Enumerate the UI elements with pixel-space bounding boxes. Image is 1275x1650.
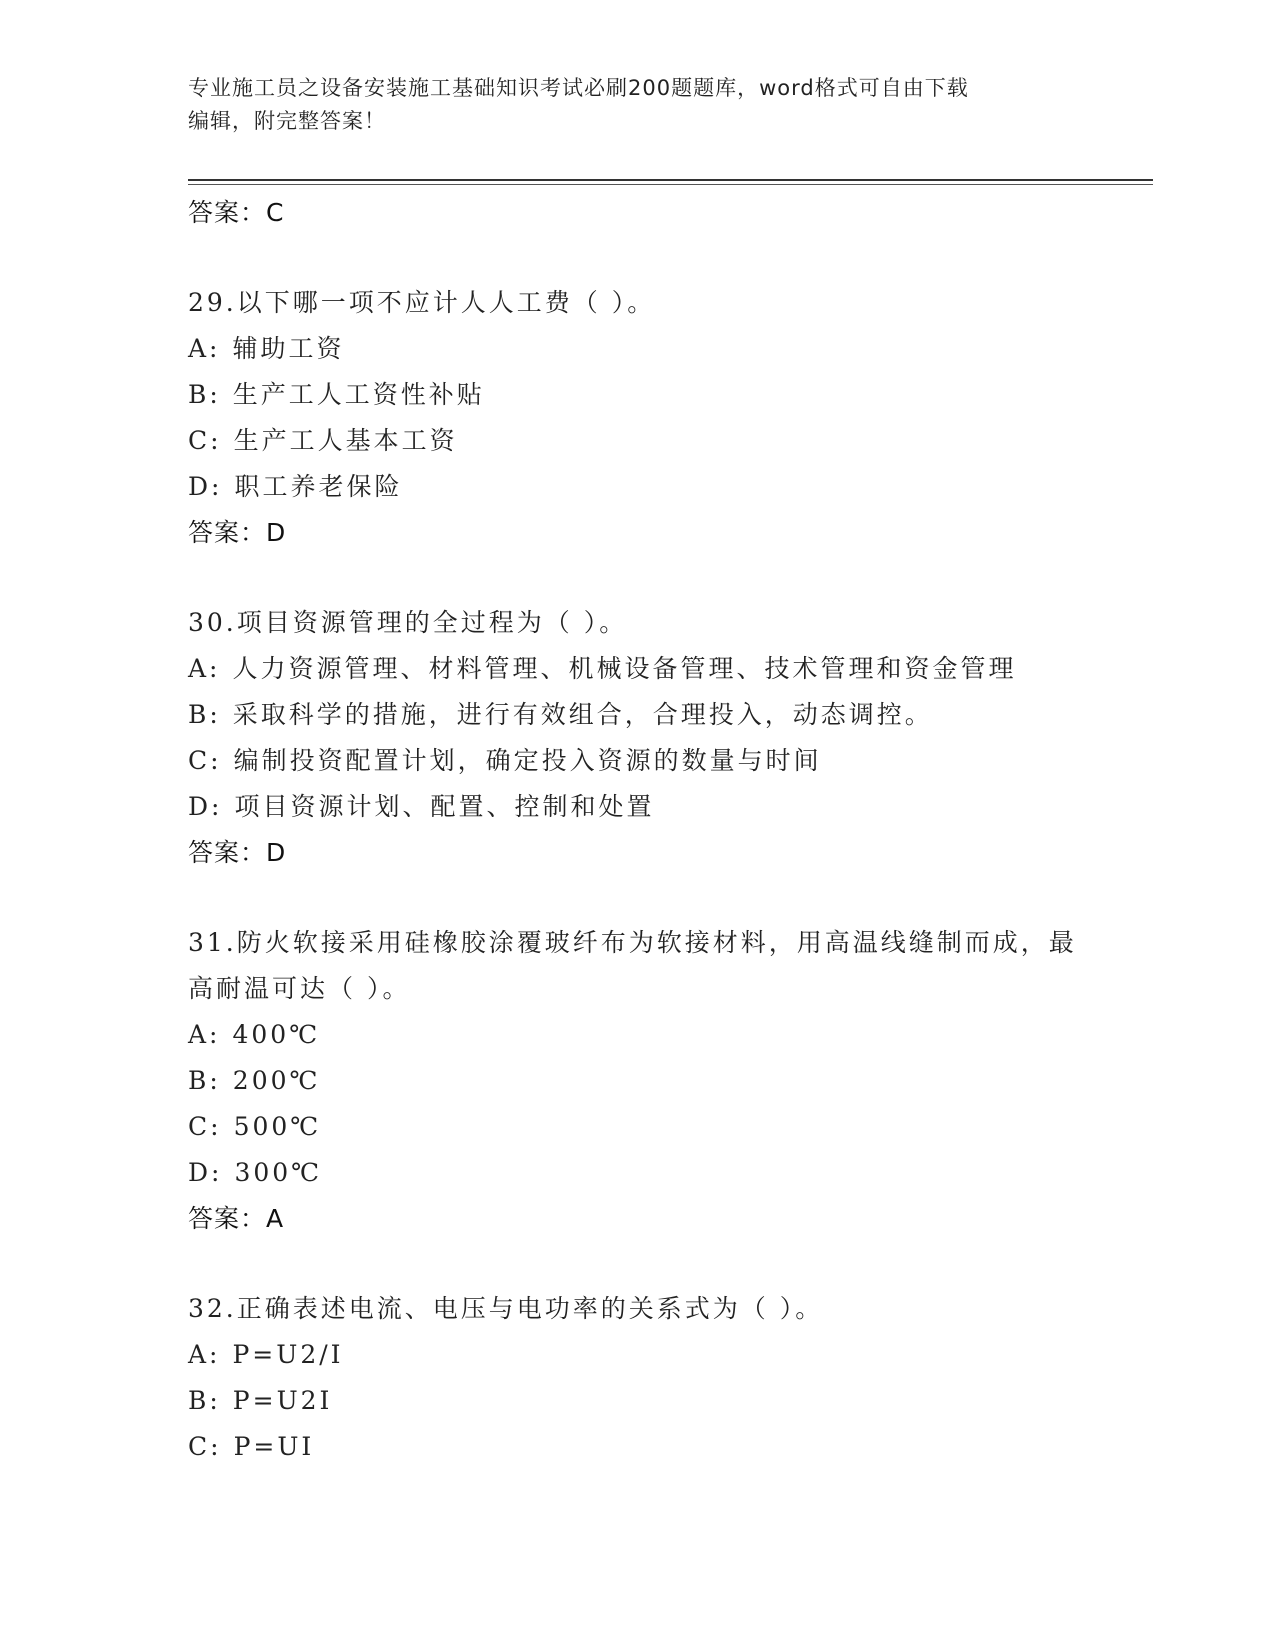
question-stem: 29.以下哪一项不应计人人工费（ ）。: [188, 288, 656, 317]
header-rule-thin: [188, 184, 1153, 185]
option-d: [188, 464, 1088, 510]
option-c: [188, 1104, 1088, 1150]
question-stem: 31.防火软接采用硅橡胶涂覆玻纤布为软接材料，用高温线缝制而成，最高耐温可达（ ）。: [188, 928, 1077, 1003]
option-a: [188, 1012, 1088, 1058]
option-d: [188, 784, 1088, 830]
option-letter: C:: [188, 426, 222, 455]
option-b: [188, 692, 1088, 738]
option-b: [188, 1378, 1088, 1424]
question-stem: 30.项目资源管理的全过程为（ ）。: [188, 608, 628, 637]
option-a: [188, 326, 1088, 372]
option-text: 生产工人工资性补贴: [232, 380, 485, 409]
option-letter: B:: [188, 700, 221, 729]
question-list: [188, 190, 1088, 1470]
option-c: [188, 1424, 1088, 1470]
option-letter: D:: [188, 792, 223, 821]
option-text: 职工养老保险: [234, 472, 403, 501]
option-letter: C:: [188, 1432, 222, 1461]
answer-line: 答案：D: [188, 518, 287, 547]
option-letter: B:: [188, 1066, 221, 1095]
option-b: [188, 1058, 1088, 1104]
header-rule-thick: [188, 179, 1153, 181]
question-stem: 32.正确表述电流、电压与电功率的关系式为（ ）。: [188, 1294, 824, 1323]
option-a: [188, 646, 1088, 692]
option-text: 生产工人基本工资: [233, 426, 458, 455]
option-letter: D:: [188, 1158, 223, 1187]
option-text: 200℃: [232, 1066, 321, 1095]
option-letter: B:: [188, 1386, 221, 1415]
option-letter: A:: [188, 1020, 221, 1049]
option-text: P=UI: [233, 1432, 315, 1461]
question-block: [188, 600, 1088, 876]
option-text: 项目资源计划、配置、控制和处置: [234, 792, 655, 821]
option-letter: D:: [188, 472, 223, 501]
option-text: 采取科学的措施，进行有效组合，合理投入，动态调控。: [232, 700, 933, 729]
header-line-2: 编辑，附完整答案！: [188, 109, 386, 133]
option-text: 辅助工资: [232, 334, 345, 363]
header-line-1: 专业施工员之设备安装施工基础知识考试必刷200题题库，word格式可自由下载: [188, 76, 969, 100]
option-a: [188, 1332, 1088, 1378]
option-c: [188, 738, 1088, 784]
answer-line: 答案：C: [188, 198, 285, 227]
option-letter: A:: [188, 654, 221, 683]
option-c: [188, 418, 1088, 464]
question-block: [188, 920, 1088, 1242]
question-block: [188, 280, 1088, 556]
answer-line: 答案：A: [188, 1204, 285, 1233]
option-text: 人力资源管理、材料管理、机械设备管理、技术管理和资金管理: [232, 654, 1017, 683]
option-letter: B:: [188, 380, 221, 409]
option-d: [188, 1150, 1088, 1196]
option-text: P=U2I: [232, 1386, 333, 1415]
option-text: 300℃: [234, 1158, 323, 1187]
option-letter: A:: [188, 334, 221, 363]
option-letter: A:: [188, 1340, 221, 1369]
option-letter: C:: [188, 746, 222, 775]
option-b: [188, 372, 1088, 418]
option-text: P=U2/I: [232, 1340, 344, 1369]
document-header: [188, 72, 1068, 138]
option-letter: C:: [188, 1112, 222, 1141]
answer-line: 答案：D: [188, 838, 287, 867]
option-text: 编制投资配置计划，确定投入资源的数量与时间: [233, 746, 822, 775]
question-block: [188, 1286, 1088, 1470]
option-text: 500℃: [233, 1112, 322, 1141]
option-text: 400℃: [232, 1020, 321, 1049]
